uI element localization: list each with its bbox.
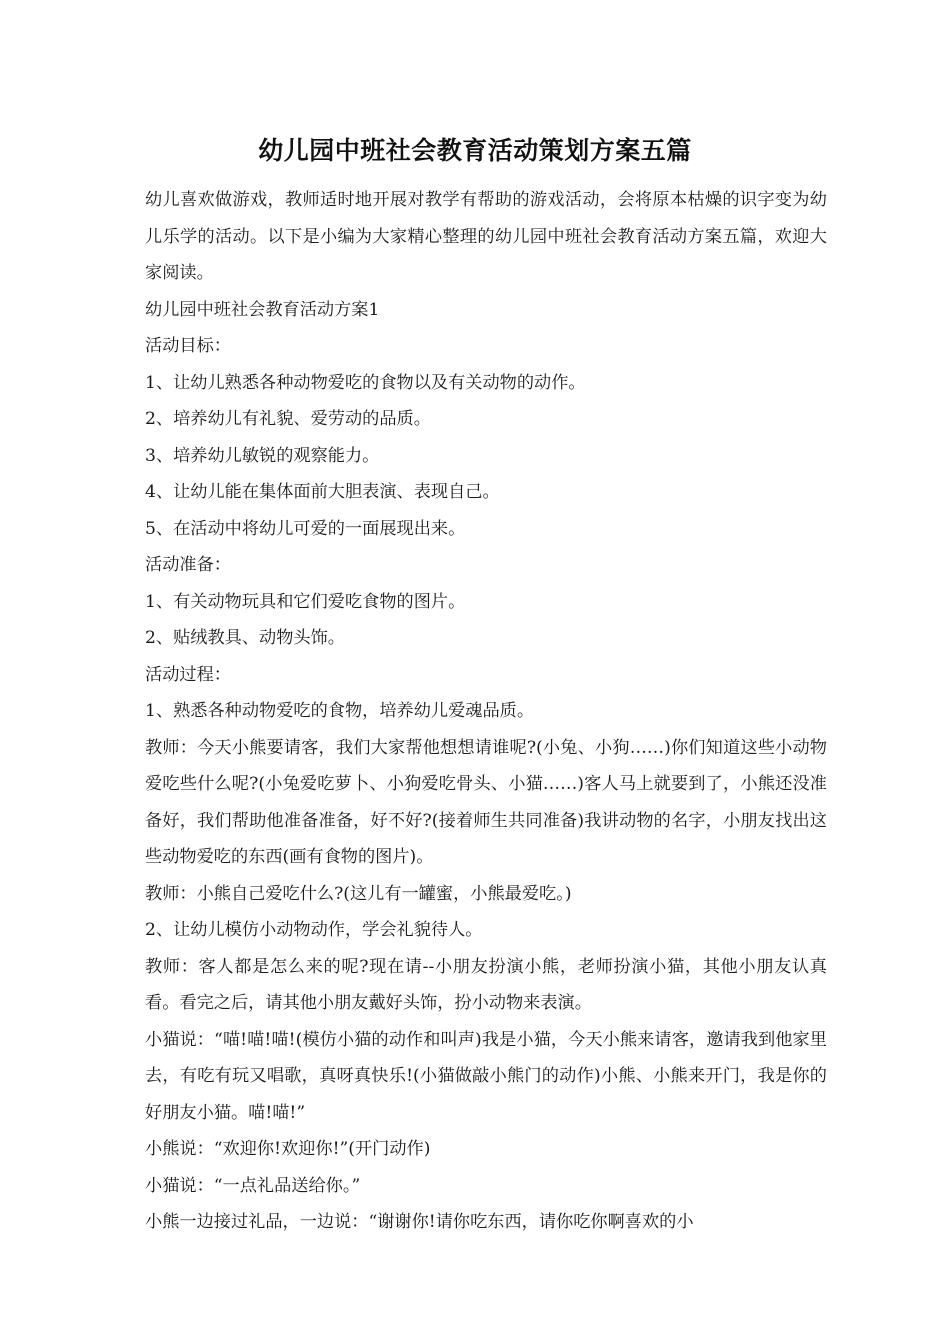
teacher-dialogue-2: 教师：小熊自己爱吃什么?(这儿有一罐蜜，小熊最爱吃。) (145, 883, 572, 904)
document-body (145, 182, 827, 1241)
heading-activity-process: 活动过程： (145, 664, 231, 685)
kitten-dialogue-1: 小猫说：“喵!喵!喵!(模仿小猫的动作和叫声)我是小猫，今天小熊来请客，邀请我到他家里去，有吃有玩又唱歌，真呀真快乐!(小猫做敲小熊门的动作)小熊、小熊来开门，我是你的好朋友小猫。喵!喵!” (145, 1029, 827, 1123)
process-step-1: 1、熟悉各种动物爱吃的食物，培养幼儿爱魂品质。 (145, 701, 535, 721)
kitten-dialogue-2: 小猫说：“一点礼品送给你。” (145, 1175, 361, 1196)
teacher-dialogue-1: 教师：今天小熊要请客，我们大家帮他想想请谁呢?(小兔、小狗……)你们知道这些小动物爱吃些什么呢?(小兔爱吃萝卜、小狗爱吃骨头、小猫……)客人马上就要到了，小熊还没准备好，我们帮助他准备准备，好不好?(接着师生共同准备)我讲动物的名字，小朋友找出这些动物爱吃的东西(画有食物的图片)。 (145, 737, 827, 867)
teacher-dialogue-3: 教师：客人都是怎么来的呢?现在请--小朋友扮演小熊，老师扮演小猫，其他小朋友认真看。看完之后，请其他小朋友戴好头饰，扮小动物来表演。 (145, 956, 827, 1013)
heading-activity-preparation: 活动准备： (145, 555, 231, 575)
intro-paragraph: 幼儿喜欢做游戏，教师适时地开展对教学有帮助的游戏活动，会将原本枯燥的识字变为幼儿乐学的活动。以下是小编为大家精心整理的幼儿园中班社会教育活动方案五篇，欢迎大家阅读。 (145, 190, 827, 283)
section-heading-plan-1: 幼儿园中班社会教育活动方案1 (145, 299, 380, 320)
preparation-item-2: 2、贴绒教具、动物头饰。 (145, 628, 345, 648)
goal-item-1: 1、让幼儿熟悉各种动物爱吃的食物以及有关动物的动作。 (145, 372, 586, 393)
process-step-2: 2、让幼儿模仿小动物动作，学会礼貌待人。 (145, 920, 483, 940)
goal-item-3: 3、培养幼儿敏锐的观察能力。 (145, 445, 380, 466)
heading-activity-goals: 活动目标： (145, 336, 231, 356)
goal-item-5: 5、在活动中将幼儿可爱的一面展现出来。 (145, 518, 466, 539)
preparation-item-1: 1、有关动物玩具和它们爱吃食物的图片。 (145, 591, 466, 612)
bear-dialogue-1: 小熊说：“欢迎你!欢迎你!”(开门动作) (145, 1139, 431, 1159)
bear-dialogue-2: 小熊一边接过礼品，一边说：“谢谢你!请你吃东西，请你吃你啊喜欢的小 (145, 1212, 694, 1232)
goal-item-4: 4、让幼儿能在集体面前大胆表演、表现自己。 (145, 482, 500, 502)
goal-item-2: 2、培养幼儿有礼貌、爱劳动的品质。 (145, 409, 431, 429)
document-title: 幼儿园中班社会教育活动策划方案五篇 (258, 136, 692, 165)
